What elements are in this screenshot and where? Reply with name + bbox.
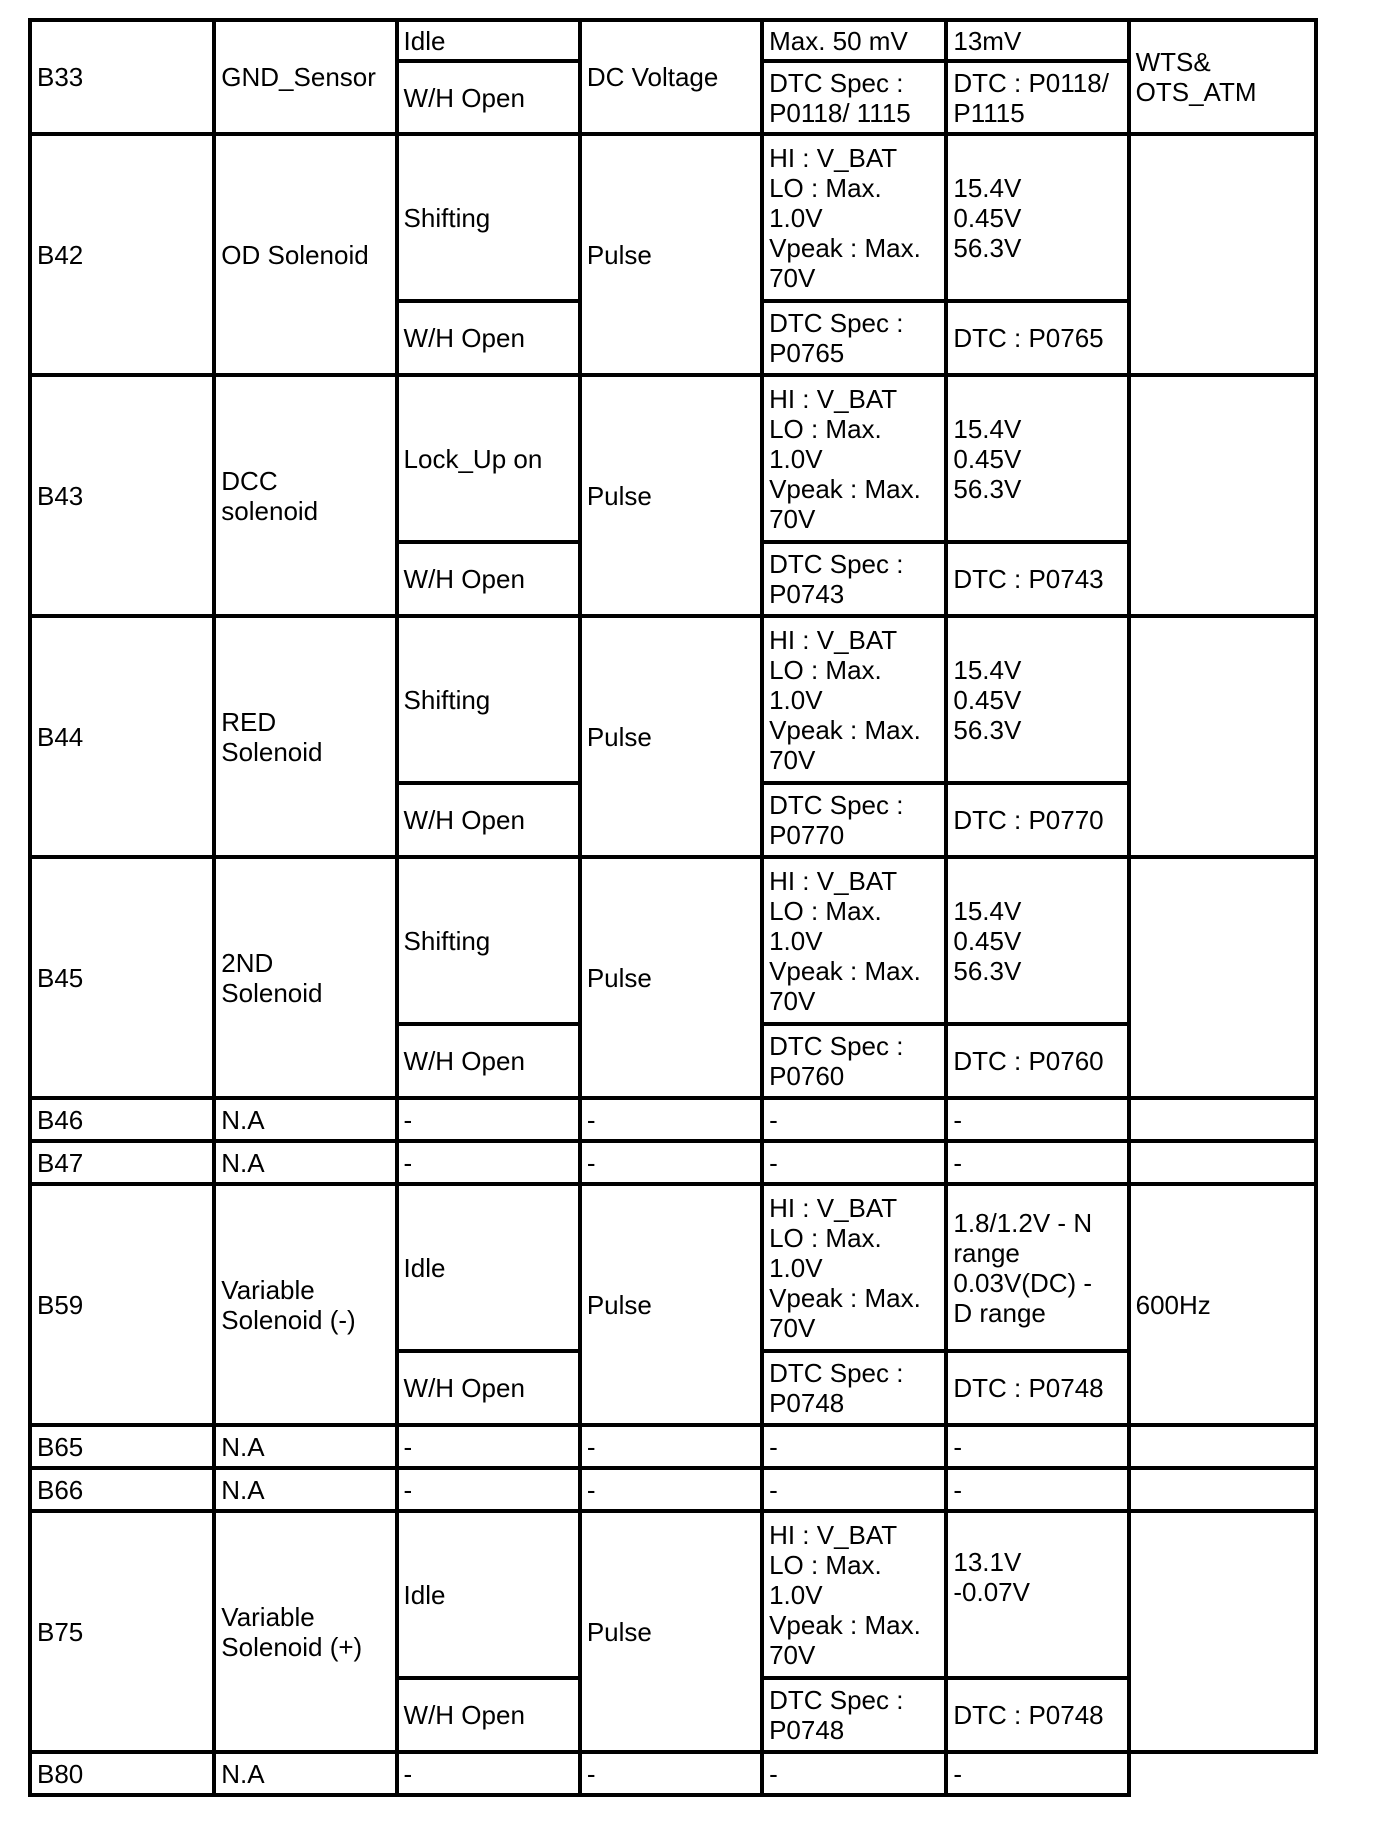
condition-cell: - (397, 1752, 580, 1795)
name-cell: N.A (214, 1098, 396, 1141)
pin-spec-table (28, 18, 1318, 1797)
remark-cell (1129, 1511, 1316, 1752)
measured-cell: - (946, 1752, 1128, 1795)
condition-cell: Shifting (397, 134, 580, 301)
table-row (30, 1511, 1316, 1678)
spec-cell: - (762, 1098, 946, 1141)
name-cell: GND_Sensor (214, 20, 396, 134)
spec-cell: - (762, 1425, 946, 1468)
name-cell: N.A (214, 1752, 396, 1795)
pin-cell: B33 (30, 20, 214, 134)
table-row (30, 134, 1316, 301)
table-row (30, 375, 1316, 542)
measured-cell: DTC : P0748 (946, 1351, 1128, 1425)
measured-cell: DTC : P0765 (946, 301, 1128, 375)
name-cell: 2ND Solenoid (214, 857, 396, 1098)
condition-cell: - (397, 1098, 580, 1141)
signal-type-cell: - (580, 1752, 762, 1795)
spec-cell: DTC Spec : P0765 (762, 301, 946, 375)
measured-cell: DTC : P0760 (946, 1024, 1128, 1098)
measured-cell: - (946, 1141, 1128, 1184)
condition-cell: Idle (397, 1184, 580, 1351)
signal-type-cell: - (580, 1468, 762, 1511)
table-row (30, 616, 1316, 783)
condition-cell: Idle (397, 1511, 580, 1678)
measured-cell: DTC : P0118/ P1115 (946, 61, 1128, 134)
remark-cell: 600Hz (1129, 1184, 1316, 1425)
signal-type-cell: Pulse (580, 134, 762, 375)
remark-cell (1129, 1141, 1316, 1184)
spec-cell: HI : V_BAT LO : Max. 1.0V Vpeak : Max. 70V (762, 375, 946, 542)
signal-type-cell: Pulse (580, 1511, 762, 1752)
signal-type-cell: - (580, 1141, 762, 1184)
measured-cell: 13mV (946, 20, 1128, 61)
pin-cell: B59 (30, 1184, 214, 1425)
table-row (30, 857, 1316, 1024)
measured-cell: DTC : P0770 (946, 783, 1128, 857)
spec-cell: HI : V_BAT LO : Max. 1.0V Vpeak : Max. 70V (762, 857, 946, 1024)
measured-cell: 15.4V 0.45V 56.3V (946, 375, 1128, 542)
condition-cell: - (397, 1468, 580, 1511)
signal-type-cell: Pulse (580, 1184, 762, 1425)
condition-cell: - (397, 1141, 580, 1184)
condition-cell: Shifting (397, 616, 580, 783)
pin-cell: B44 (30, 616, 214, 857)
remark-cell: WTS& OTS_ATM (1129, 20, 1316, 134)
measured-cell: 1.8/1.2V - N range 0.03V(DC) - D range (946, 1184, 1128, 1351)
remark-cell (1129, 375, 1316, 616)
spec-cell: DTC Spec : P0743 (762, 542, 946, 616)
pin-cell: B42 (30, 134, 214, 375)
signal-type-cell: Pulse (580, 616, 762, 857)
pin-cell: B65 (30, 1425, 214, 1468)
name-cell: N.A (214, 1141, 396, 1184)
name-cell: DCC solenoid (214, 375, 396, 616)
spec-cell: HI : V_BAT LO : Max. 1.0V Vpeak : Max. 70V (762, 1184, 946, 1351)
condition-cell: W/H Open (397, 1351, 580, 1425)
condition-cell: Shifting (397, 857, 580, 1024)
table-row (30, 1098, 1316, 1141)
signal-type-cell: Pulse (580, 375, 762, 616)
condition-cell: W/H Open (397, 1678, 580, 1752)
remark-cell (1129, 857, 1316, 1098)
signal-type-cell: - (580, 1425, 762, 1468)
condition-cell: W/H Open (397, 61, 580, 134)
measured-cell: 15.4V 0.45V 56.3V (946, 616, 1128, 783)
signal-type-cell: DC Voltage (580, 20, 762, 134)
spec-cell: DTC Spec : P0748 (762, 1678, 946, 1752)
pin-cell: B80 (30, 1752, 214, 1795)
name-cell: OD Solenoid (214, 134, 396, 375)
spec-cell: - (762, 1752, 946, 1795)
remark-cell (1129, 616, 1316, 857)
table-row (30, 1468, 1316, 1511)
condition-cell: W/H Open (397, 1024, 580, 1098)
name-cell: RED Solenoid (214, 616, 396, 857)
signal-type-cell: - (580, 1098, 762, 1141)
spec-cell: DTC Spec : P0118/ 1115 (762, 61, 946, 134)
spec-cell: DTC Spec : P0748 (762, 1351, 946, 1425)
measured-cell: 15.4V 0.45V 56.3V (946, 134, 1128, 301)
measured-cell: - (946, 1468, 1128, 1511)
measured-cell: DTC : P0748 (946, 1678, 1128, 1752)
condition-cell: Idle (397, 20, 580, 61)
measured-cell: 13.1V -0.07V (946, 1511, 1128, 1678)
table-row (30, 1141, 1316, 1184)
table-row (30, 20, 1316, 61)
spec-cell: DTC Spec : P0770 (762, 783, 946, 857)
spec-cell: HI : V_BAT LO : Max. 1.0V Vpeak : Max. 70V (762, 134, 946, 301)
table-row (30, 1752, 1316, 1795)
pin-cell: B45 (30, 857, 214, 1098)
pin-cell: B47 (30, 1141, 214, 1184)
remark-cell (1129, 1098, 1316, 1141)
signal-type-cell: Pulse (580, 857, 762, 1098)
measured-cell: DTC : P0743 (946, 542, 1128, 616)
measured-cell: - (946, 1425, 1128, 1468)
spec-cell: Max. 50 mV (762, 20, 946, 61)
condition-cell: W/H Open (397, 542, 580, 616)
spec-cell: DTC Spec : P0760 (762, 1024, 946, 1098)
condition-cell: Lock_Up on (397, 375, 580, 542)
name-cell: N.A (214, 1468, 396, 1511)
measured-cell: - (946, 1098, 1128, 1141)
spec-cell: - (762, 1141, 946, 1184)
pin-cell: B43 (30, 375, 214, 616)
remark-cell (1129, 1468, 1316, 1511)
name-cell: Variable Solenoid (-) (214, 1184, 396, 1425)
pin-cell: B75 (30, 1511, 214, 1752)
condition-cell: - (397, 1425, 580, 1468)
remark-cell (1129, 1425, 1316, 1468)
measured-cell: 15.4V 0.45V 56.3V (946, 857, 1128, 1024)
pin-cell: B66 (30, 1468, 214, 1511)
table-row (30, 1425, 1316, 1468)
spec-cell: HI : V_BAT LO : Max. 1.0V Vpeak : Max. 70V (762, 1511, 946, 1678)
name-cell: N.A (214, 1425, 396, 1468)
name-cell: Variable Solenoid (+) (214, 1511, 396, 1752)
spec-cell: HI : V_BAT LO : Max. 1.0V Vpeak : Max. 70V (762, 616, 946, 783)
remark-cell (1129, 1752, 1316, 1795)
pin-cell: B46 (30, 1098, 214, 1141)
spec-cell: - (762, 1468, 946, 1511)
table-row (30, 1184, 1316, 1351)
condition-cell: W/H Open (397, 783, 580, 857)
condition-cell: W/H Open (397, 301, 580, 375)
remark-cell (1129, 134, 1316, 375)
